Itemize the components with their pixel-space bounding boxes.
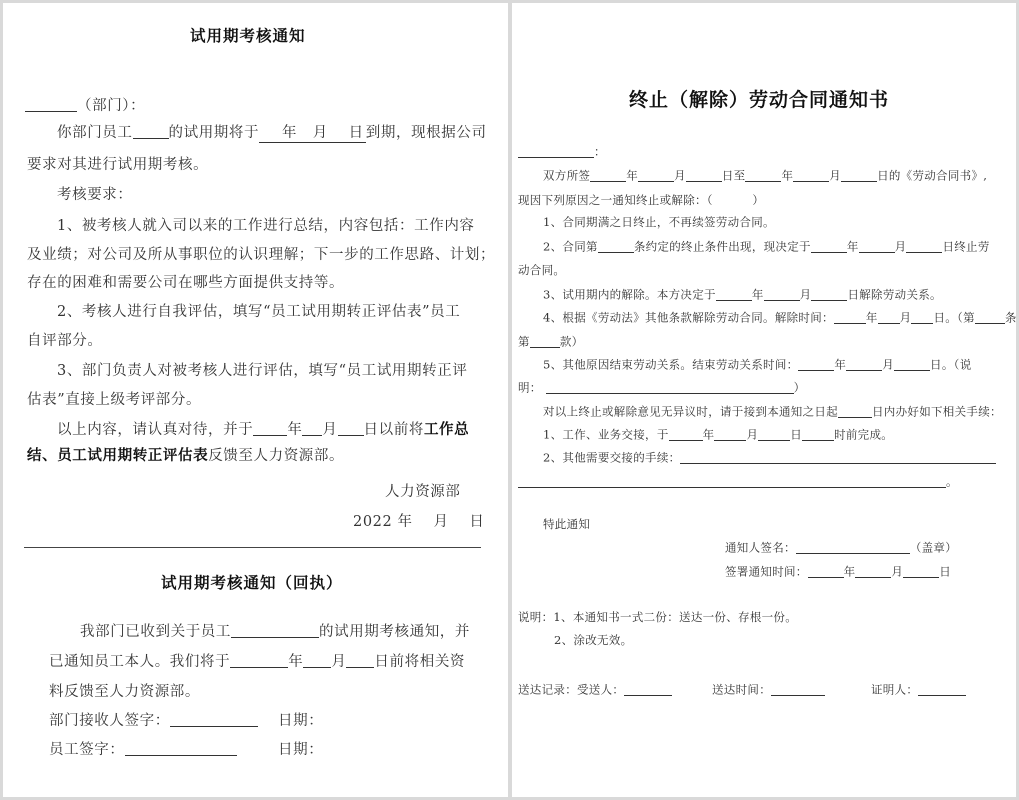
employee-signature-blank[interactable] bbox=[125, 741, 237, 757]
year-blank[interactable] bbox=[716, 288, 752, 301]
receipt-month-blank[interactable] bbox=[303, 653, 331, 669]
text: 送达时间： bbox=[712, 682, 771, 697]
text: 3、试用期内的解除。本方决定于 bbox=[543, 287, 716, 302]
department-blank[interactable] bbox=[25, 97, 77, 113]
expiry-date-blank[interactable]: 年 月 日 bbox=[259, 126, 366, 143]
requirement-3-line-1: 3、部门负责人对被考核人进行评估，填写“员工试用期转正评 bbox=[57, 363, 468, 379]
department-label: （部门）： bbox=[77, 98, 146, 114]
text: 1、工作、业务交接，于 bbox=[543, 427, 669, 442]
hour-blank[interactable] bbox=[802, 428, 834, 441]
text: 日 bbox=[939, 564, 952, 579]
probation-notice-page bbox=[3, 3, 508, 797]
month-blank[interactable] bbox=[764, 288, 800, 301]
termination-notice-page bbox=[512, 3, 1016, 797]
text: 月 bbox=[891, 564, 904, 579]
employee-date-label: 日期： bbox=[278, 742, 324, 758]
text: 送达记录：受送人： bbox=[518, 682, 625, 697]
day-blank[interactable] bbox=[758, 428, 790, 441]
text: 到期，现根据公司 bbox=[365, 125, 487, 141]
text: 年 bbox=[288, 654, 304, 670]
note-2: 2、涂改无效。 bbox=[554, 633, 633, 647]
receipt-line-1 bbox=[80, 620, 470, 641]
month-blank[interactable] bbox=[855, 565, 891, 578]
requirement-2-line-1: 2、考核人进行自我评估，填写“员工试用期转正评估表”员工 bbox=[57, 304, 461, 320]
end-year-blank[interactable] bbox=[745, 169, 781, 182]
text: 对以上终止或解除意见无异议时，请于接到本通知之日起 bbox=[543, 404, 838, 419]
text: 日。（说 bbox=[930, 357, 972, 372]
procedure-1 bbox=[543, 426, 893, 443]
requirement-1-line-2: 及业绩；对公司及所从事职位的认识理解；下一步的工作思路、计划； bbox=[27, 247, 496, 263]
receipt-day-blank[interactable] bbox=[346, 653, 374, 669]
requirement-2-line-2: 自评部分。 bbox=[27, 333, 103, 349]
reason-3 bbox=[543, 286, 942, 303]
text: 日前将相关资 bbox=[374, 654, 466, 670]
text: 我部门已收到关于员工 bbox=[80, 624, 231, 640]
deadline-month-blank[interactable] bbox=[302, 421, 322, 437]
requirement-3-line-2: 估表”直接上级考评部分。 bbox=[27, 392, 202, 408]
requirement-1-line-3: 存在的困难和需要公司在哪些方面提供支持等。 bbox=[27, 275, 345, 291]
text: 月 bbox=[894, 239, 907, 254]
deadline-day-blank[interactable] bbox=[338, 421, 364, 437]
end-day-blank[interactable] bbox=[841, 169, 877, 182]
reason-4-line-2 bbox=[518, 333, 583, 350]
closing-line-2 bbox=[27, 444, 344, 465]
explanation-blank[interactable] bbox=[546, 381, 794, 394]
start-year-blank[interactable] bbox=[590, 169, 626, 182]
text: 月 bbox=[746, 427, 759, 442]
requirements-heading: 考核要求： bbox=[57, 187, 133, 203]
year-blank[interactable] bbox=[669, 428, 703, 441]
addressee-line bbox=[518, 143, 606, 160]
text: 日解除劳动关系。 bbox=[847, 287, 942, 302]
text: 年 bbox=[843, 564, 856, 579]
text: 5、其他原因结束劳动关系。结束劳动关系时间： bbox=[543, 357, 799, 372]
receipt-line-2 bbox=[49, 650, 465, 671]
text: 以上内容，请认真对待，并于 bbox=[57, 422, 254, 438]
article-blank[interactable] bbox=[975, 311, 1005, 324]
delivery-time-row bbox=[712, 681, 825, 698]
text: 款） bbox=[559, 334, 584, 349]
reason-selection-line: 现因下列原因之一通知终止或解除：（ ） bbox=[518, 193, 765, 207]
text: 月 bbox=[799, 287, 812, 302]
other-procedures-blank-2[interactable] bbox=[518, 475, 946, 488]
text: 日的《劳动合同书》, bbox=[877, 168, 988, 183]
text: 日以前将 bbox=[363, 422, 424, 438]
text: 2、合同第 bbox=[543, 239, 598, 254]
receipt-title: 试用期考核通知（回执） bbox=[161, 574, 343, 592]
text: 日。（第 bbox=[933, 310, 975, 325]
cut-divider bbox=[24, 547, 481, 548]
text: 月 bbox=[899, 310, 912, 325]
text: 日终止劳 bbox=[942, 239, 990, 254]
bold-text: 结、员工试用期转正评估表 bbox=[27, 447, 209, 464]
year-blank[interactable] bbox=[808, 565, 844, 578]
text: 的试用期将于 bbox=[168, 125, 260, 141]
reason-2-line-1 bbox=[543, 238, 990, 255]
year-blank[interactable] bbox=[811, 240, 847, 253]
month-blank[interactable] bbox=[846, 358, 882, 371]
department-line bbox=[25, 94, 145, 115]
text: 年 bbox=[846, 239, 859, 254]
page-title: 终止（解除）劳动合同通知书 bbox=[629, 89, 890, 111]
year-blank[interactable] bbox=[798, 358, 834, 371]
signer: 人力资源部 bbox=[385, 484, 461, 500]
requirement-1-line-1: 1、被考核人就入司以来的工作进行总结，内容包括：工作内容 bbox=[57, 218, 475, 234]
start-month-blank[interactable] bbox=[638, 169, 674, 182]
delivery-time-blank[interactable] bbox=[771, 683, 825, 696]
witness-blank[interactable] bbox=[918, 683, 966, 696]
text: 年 bbox=[865, 310, 878, 325]
end-month-blank[interactable] bbox=[793, 169, 829, 182]
seal-label: （盖章） bbox=[909, 540, 958, 555]
text: 月 bbox=[829, 168, 842, 183]
month-blank[interactable] bbox=[878, 311, 900, 324]
recipient-blank[interactable] bbox=[624, 683, 672, 696]
start-day-blank[interactable] bbox=[686, 169, 722, 182]
text: 年 bbox=[287, 422, 303, 438]
text: 通知人签名： bbox=[725, 540, 796, 555]
employee-signature-label: 员工签字： bbox=[49, 742, 125, 758]
addressee-blank[interactable] bbox=[518, 145, 594, 158]
text: 已通知员工本人。我们将于 bbox=[49, 654, 231, 670]
text: 月 bbox=[331, 654, 347, 670]
text: 条 bbox=[1004, 310, 1017, 325]
text: 时前完成。 bbox=[834, 427, 894, 442]
dept-signature-row bbox=[49, 709, 258, 730]
receipt-year-blank[interactable] bbox=[230, 653, 288, 669]
dept-date-label: 日期： bbox=[278, 713, 324, 729]
text: 日 bbox=[790, 427, 803, 442]
closing-line-1 bbox=[57, 418, 469, 439]
paragraph-1-line-2: 要求对其进行试用期考核。 bbox=[27, 157, 209, 173]
month-blank[interactable] bbox=[859, 240, 895, 253]
delivery-recipient-row bbox=[518, 681, 672, 698]
text: ） bbox=[793, 380, 806, 395]
dept-signature-label: 部门接收人签字： bbox=[49, 713, 170, 729]
clause-blank[interactable] bbox=[598, 240, 634, 253]
text: 月 bbox=[322, 422, 338, 438]
text: 2、其他需要交接的手续： bbox=[543, 450, 681, 465]
month-blank[interactable] bbox=[714, 428, 746, 441]
procedure-intro bbox=[543, 403, 1002, 420]
text: 第 bbox=[518, 334, 530, 349]
deadline-year-blank[interactable] bbox=[253, 421, 287, 437]
text: 你部门员工 bbox=[57, 125, 133, 141]
dept-signature-blank[interactable] bbox=[170, 712, 258, 728]
text: 年 bbox=[781, 168, 794, 183]
reason-4-line-1 bbox=[543, 309, 1017, 326]
days-blank[interactable] bbox=[838, 405, 872, 418]
receipt-employee-blank[interactable] bbox=[231, 623, 319, 639]
paragraph-blank[interactable] bbox=[530, 335, 560, 348]
receipt-line-3: 料反馈至人力资源部。 bbox=[49, 684, 200, 700]
year-blank[interactable] bbox=[834, 311, 866, 324]
text: 4、根据《劳动法》其他条款解除劳动合同。解除时间： bbox=[543, 310, 834, 325]
contract-period-line bbox=[543, 167, 987, 184]
reason-2-line-2: 动合同。 bbox=[518, 263, 566, 277]
reason-5-line-1 bbox=[543, 356, 972, 373]
text: 年 bbox=[626, 168, 639, 183]
signed-date: 2022 年 月 日 bbox=[353, 514, 485, 530]
text: 年 bbox=[751, 287, 764, 302]
other-procedures-blank[interactable] bbox=[680, 451, 996, 464]
bold-text: 工作总 bbox=[423, 421, 470, 438]
day-blank[interactable] bbox=[811, 288, 847, 301]
notifier-signature-row bbox=[725, 539, 957, 556]
procedure-2-continued bbox=[518, 473, 958, 490]
text: ： bbox=[594, 144, 606, 159]
text: 双方所签 bbox=[543, 168, 591, 183]
text: 月 bbox=[882, 357, 895, 372]
employee-name-blank[interactable] bbox=[133, 124, 169, 140]
day-blank[interactable] bbox=[911, 311, 933, 324]
text: 签署通知时间： bbox=[725, 564, 808, 579]
text: 日至 bbox=[721, 168, 746, 183]
text: 月 bbox=[674, 168, 686, 183]
notice-statement: 特此通知 bbox=[543, 517, 591, 531]
note-1: 说明：1、本通知书一式二份：送达一份、存根一份。 bbox=[518, 610, 798, 624]
paragraph-1 bbox=[57, 121, 487, 143]
employee-signature-row bbox=[49, 738, 237, 759]
text: 的试用期考核通知，并 bbox=[319, 624, 470, 640]
witness-row bbox=[871, 681, 966, 698]
text: 证明人： bbox=[871, 682, 919, 697]
sign-time-row bbox=[725, 563, 951, 580]
reason-5-line-2 bbox=[518, 379, 805, 396]
text: 条约定的终止条件出现，现决定于 bbox=[633, 239, 811, 254]
notifier-signature-blank[interactable] bbox=[796, 541, 910, 554]
day-blank[interactable] bbox=[894, 358, 930, 371]
procedure-2 bbox=[543, 449, 996, 466]
text: 日内办好如下相关手续： bbox=[872, 404, 1002, 419]
text: 。 bbox=[946, 474, 958, 489]
day-blank[interactable] bbox=[903, 565, 939, 578]
day-blank[interactable] bbox=[906, 240, 942, 253]
page-title: 试用期考核通知 bbox=[190, 27, 306, 45]
text: 年 bbox=[834, 357, 847, 372]
reason-1: 1、合同期满之日终止，不再续签劳动合同。 bbox=[543, 215, 775, 229]
text: 明： bbox=[518, 380, 542, 395]
text: 反馈至人力资源部。 bbox=[208, 448, 345, 464]
text: 年 bbox=[702, 427, 715, 442]
